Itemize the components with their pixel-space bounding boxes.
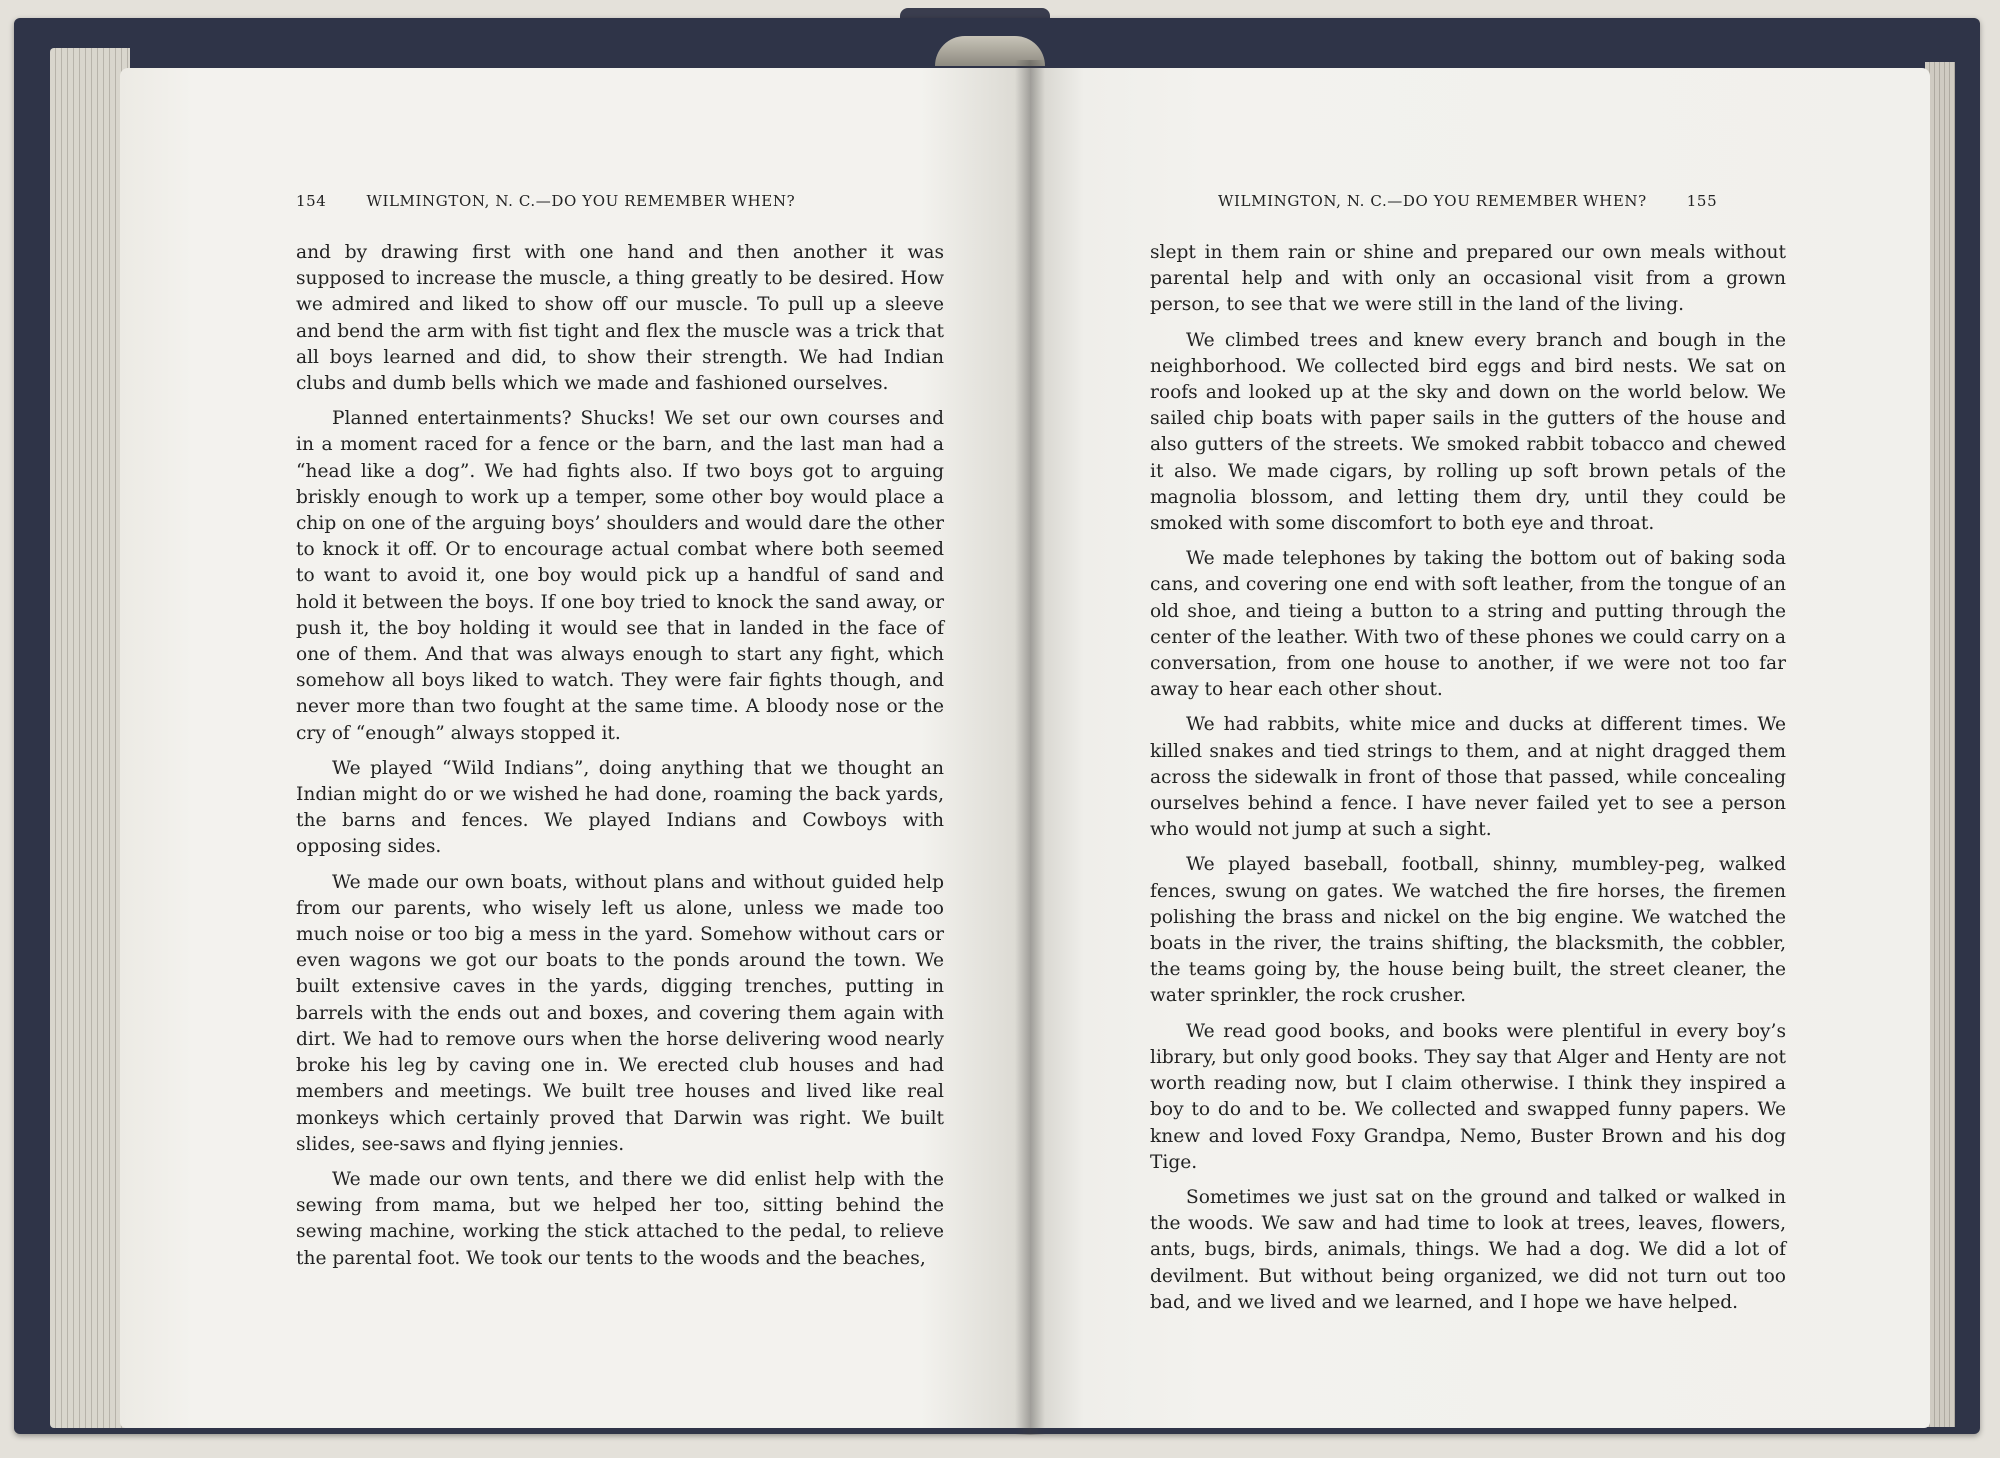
right-running-head: WILMINGTON, N. C.—DO YOU REMEMBER WHEN? <box>1218 192 1647 210</box>
page-edges-left <box>50 48 130 1428</box>
paragraph: Planned entertainments? Shucks! We set our own courses and in a moment raced for a fence or the barn, and the last man had a “head like a dog”. We had fights also. If two boys got to arguing briskly enough to work up a temper, some other boy would place a chip on one of the arguing boys’ shoulders and would dare the other to knock it off. Or to encourage actual combat where both seemed to want to avoid it, one boy would pick up a handful of sand and hold it between the boys. If one boy tried to knock the sand away, or push it, the boy holding it would see that in landed in the face of one of them. And that was always enough to start any fight, which somehow all boys liked to watch. They were fair fights though, and never more than two fought at the same time. A bloody nose or the cry of “enough” always stopped it. <box>296 408 944 744</box>
right-page-number: 155 <box>1686 192 1718 210</box>
paragraph: We made telephones by taking the bottom out of baking soda cans, and covering one end with soft leather, from the tongue of an old shoe, and tieing a button to a string and putting through the center of the leather. With two of these phones we could carry on a conversation, from one house to another, if we were not too far away to hear each other shout. <box>1150 548 1786 701</box>
paragraph: We climbed trees and knew every branch and bough in the neighborhood. We collected bird eggs and bird nests. We sat on roofs and looked up at the sky and down on the world below. We sailed chip boats with paper sails in the gutters of the house and also gutters of the streets. We smoked rabbit tobacco and chewed it also. We made cigars, by rolling up soft brown petals of the magnolia blossom, and letting them dry, until they could be smoked with some discomfort to both eye and throat. <box>1150 329 1786 535</box>
right-page-text <box>1150 240 1786 1325</box>
paragraph: We played baseball, football, shinny, mumbley-peg, walked fences, swung on gates. We watched the fire horses, the firemen polishing the brass and nickel on the big engine. We watched the boats in the river, the trains shifting, the blacksmith, the cobbler, the teams going by, the house being built, the street cleaner, the water sprinkler, the rock crusher. <box>1150 854 1786 1007</box>
left-page-text <box>296 240 944 1281</box>
paragraph: We made our own tents, and there we did enlist help with the sewing from mama, but we helped her too, sitting behind the sewing machine, working the stick attached to the pedal, to relieve the parental foot. We took our tents to the woods and the beaches, <box>296 1168 944 1269</box>
paragraph: We made our own boats, without plans and without guided help from our parents, who wisely left us alone, unless we made too much noise or too big a mess in the yard. Somehow without cars or even wagons we got our boats to the ponds around the town. We built extensive caves in the yards, digging trenches, putting in barrels with the ends out and boxes, and covering them again with dirt. We had to remove ours when the horse delivering wood nearly broke his leg by caving one in. We erected club houses and had members and meetings. We built tree houses and lived like real monkeys which certainly proved that Darwin was right. We built slides, see-saws and flying jennies. <box>296 871 944 1155</box>
right-running-header <box>1218 192 1717 210</box>
paragraph: We had rabbits, white mice and ducks at different times. We killed snakes and tied strings to them, and at night dragged them across the sidewalk in front of those that passed, while concealing ourselves behind a fence. I have never failed yet to see a person who would not jump at such a sight. <box>1150 714 1786 841</box>
book-gutter <box>1015 60 1045 1435</box>
paragraph: slept in them rain or shine and prepared our own meals without parental help and with only an occasional visit from a grown person, to see that we were still in the land of the living. <box>1150 242 1786 316</box>
paragraph: We played “Wild Indians”, doing anything that we thought an Indian might do or we wished he had done, roaming the back yards, the barns and fences. We played Indians and Cowboys with opposing sides. <box>296 757 944 858</box>
left-running-head: WILMINGTON, N. C.—DO YOU REMEMBER WHEN? <box>366 192 796 210</box>
left-running-header <box>296 192 795 210</box>
paragraph: Sometimes we just sat on the ground and talked or walked in the woods. We saw and had time to look at trees, leaves, flowers, ants, bugs, birds, animals, things. We had a dog. We did a lot of devilment. But without being organized, we did not turn out too bad, and we lived and we learned, and I hope we have helped. <box>1150 1186 1786 1313</box>
paragraph: We read good books, and books were plentiful in every boy’s library, but only good books. They say that Alger and Henty are not worth reading now, but I claim otherwise. I think they inspired a boy to do and to be. We collected and swapped funny papers. We knew and loved Foxy Grandpa, Nemo, Buster Brown and his dog Tige. <box>1150 1020 1786 1173</box>
left-page-number: 154 <box>296 192 327 210</box>
paragraph: and by drawing first with one hand and then another it was supposed to increase the muscle, a thing greatly to be desired. How we admired and liked to show off our muscle. To pull up a sleeve and bend the arm with fist tight and flex the muscle was a trick that all boys learned and did, to show their strength. We had Indian clubs and dumb bells which we made and fashioned ourselves. <box>296 242 944 395</box>
